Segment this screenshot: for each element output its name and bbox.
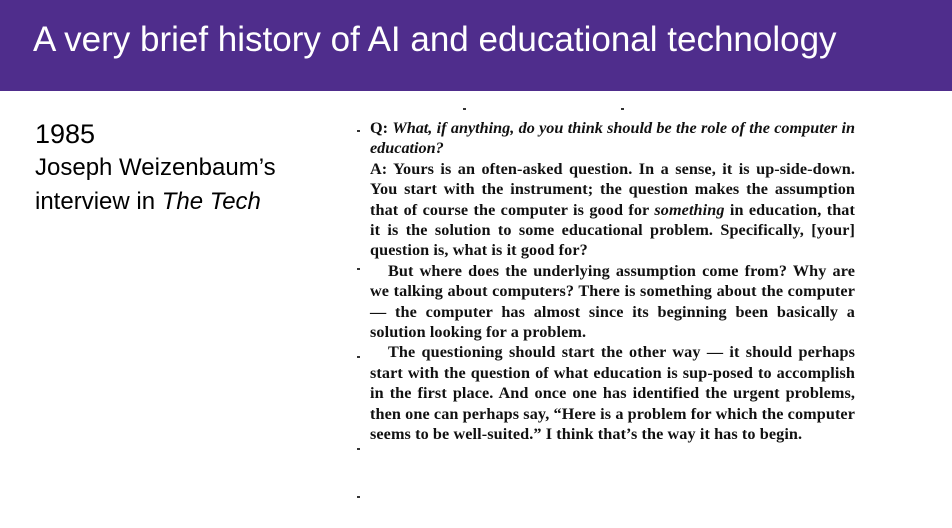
scan-speck bbox=[357, 130, 360, 132]
answer-text-2: in education, that it is the solution to some educational problem. Specifically, [your] question is, what is it good for? bbox=[370, 200, 855, 260]
scan-speck bbox=[357, 496, 360, 498]
scan-speck bbox=[621, 108, 624, 110]
scan-speck bbox=[357, 268, 360, 270]
answer-italic: something bbox=[654, 200, 725, 219]
caption-line-1: Joseph Weizenbaum’s bbox=[35, 154, 276, 181]
question-text: What, if anything, do you think should be the role of the computer in education? bbox=[370, 119, 856, 158]
answer-label: A: bbox=[370, 159, 388, 178]
publication-name: The Tech bbox=[161, 188, 261, 215]
answer-text: Yours is an often-asked question. In a sense, it is up-side-down. You start with the instrument; the question makes the assumption that of course the computer is good for bbox=[370, 159, 855, 219]
answer-paragraph bbox=[370, 159, 855, 261]
scan-speck bbox=[463, 108, 466, 110]
title-bar bbox=[0, 0, 952, 91]
caption-prefix: interview in bbox=[35, 188, 162, 215]
paragraph-2: But where does the underlying assumption come from? Why are we talking about computers? There is something about the computer — the computer has almost since its beginning been basically a solution looking for a problem. bbox=[370, 261, 855, 342]
slide-title: A very brief history of AI and educational technology bbox=[33, 20, 837, 59]
caption-block bbox=[35, 117, 276, 219]
question-label: Q: bbox=[370, 119, 388, 137]
year-label: 1985 bbox=[35, 119, 96, 149]
caption-line-2 bbox=[35, 185, 276, 219]
scanned-article bbox=[355, 108, 855, 518]
paragraph-3: The questioning should start the other way — it should perhaps start with the question of what education is sup-posed to accomplish in the first place. And once one has identified the urgent problems, then one can perhaps say, “Here is a problem for which the computer seems to be well-suited.” I think that’s the way it has to begin. bbox=[370, 343, 855, 444]
scan-speck bbox=[357, 356, 360, 358]
question-paragraph bbox=[370, 118, 855, 159]
scan-speck bbox=[357, 448, 360, 450]
